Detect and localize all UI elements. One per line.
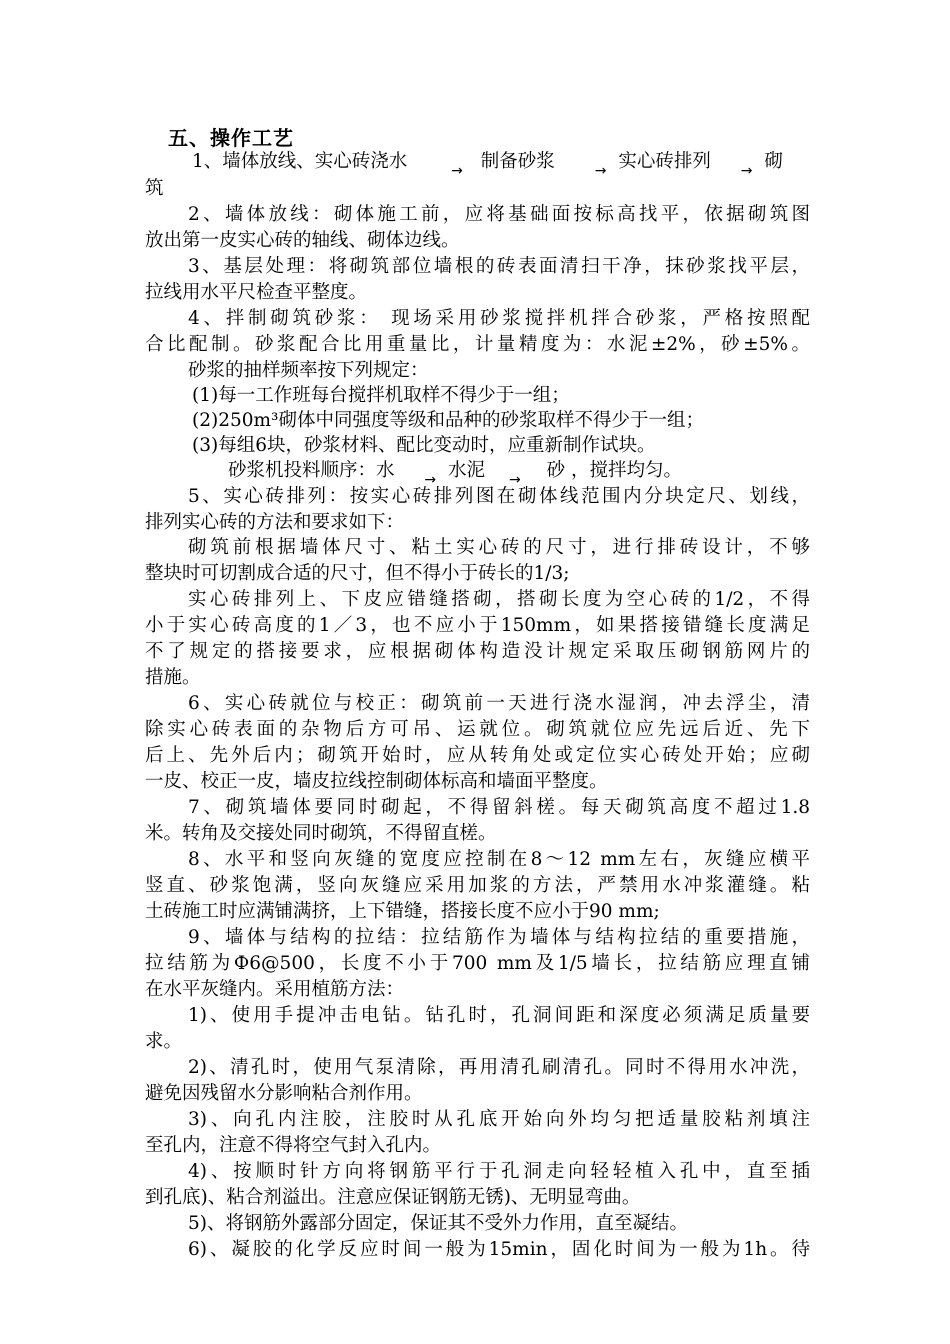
flow-step-4-cont: 筑 — [145, 178, 164, 199]
paragraph-2-line: 2、墙体放线：砌体施工前，应将基础面按标高找平，依据砌筑图 — [188, 204, 810, 225]
paragraph-5-line: 5、实心砖排列：按实心砖排列图在砌体线范围内分块定尺、划线， — [188, 486, 810, 507]
paragraph-7-line: 米。转角及交接处同时砌筑，不得留直槎。 — [145, 823, 497, 844]
arrow-icon: → — [594, 163, 607, 179]
paragraph-8-line: 竖直、砂浆饱满，竖向灰缝应采用加浆的方法，严禁用水冲浆灌缝。粘 — [145, 875, 810, 896]
paragraph-4-line: 4、拌制砌筑砂浆： 现场采用砂浆搅拌机拌合砂浆，严格按照配 — [188, 308, 810, 329]
method-3-line: 3)、向孔内注胶，注胶时从孔底开始向外均匀把适量胶粘剂填注 — [188, 1109, 810, 1130]
method-2-line: 避免因残留水分影响粘合剂作用。 — [145, 1083, 423, 1104]
method-1-line: 求。 — [145, 1031, 183, 1052]
paragraph-9-line: 9、墙体与结构的拉结：拉结筋作为墙体与结构拉结的重要措施， — [188, 927, 810, 948]
method-3-line: 至孔内，注意不得将空气封入孔内。 — [145, 1135, 442, 1156]
paragraph-6-line: 除实心砖表面的杂物后方可吊、运就位。砌筑就位应先远后近、先下 — [145, 719, 810, 740]
paragraph-9-line: 拉结筋为Ф6@500，长度不小于700 mm及1/5墙长，拉结筋应理直铺 — [145, 953, 810, 974]
paragraph-3-line: 拉线用水平尺检查平整度。 — [145, 282, 368, 303]
paragraph-5b-line: 措施。 — [145, 667, 201, 688]
sampling-item: (1)每一工作班每台搅拌机取样不得少于一组； — [192, 385, 570, 406]
paragraph-5a-line: 砌筑前根据墙体尺寸、粘土实心砖的尺寸，进行排砖设计，不够 — [188, 537, 810, 558]
method-6-line: 6)、凝胶的化学反应时间一般为15min，固化时间为一般为1h。待 — [188, 1239, 810, 1260]
sampling-item: (2)250m³砌体中同强度等级和品种的砂浆取样不得少于一组； — [192, 410, 704, 431]
flow-step-3: 实心砖排列 — [618, 151, 711, 172]
paragraph-5a-line: 整块时可切割成合适的尺寸，但不得小于砖长的1/3; — [145, 563, 570, 584]
method-2-line: 2)、清孔时，使用气泵清除，再用清孔刷清孔。同时不得用水冲洗， — [188, 1057, 810, 1078]
section-title: 五、操作工艺 — [168, 126, 294, 150]
feed-order — [228, 459, 893, 488]
paragraph-8-line: 8、水平和竖向灰缝的宽度应控制在8～12 mm左右，灰缝应横平 — [188, 849, 810, 870]
flow-step-4: 砌 — [764, 151, 783, 172]
method-4-line: 4)、按顺时针方向将钢筋平行于孔洞走向轻轻植入孔中，直至插 — [188, 1161, 810, 1182]
feed-order-sand: 砂 — [546, 460, 566, 481]
feed-order-end: ，搅拌均匀。 — [570, 460, 682, 481]
sampling-intro: 砂浆的抽样频率按下列规定： — [188, 360, 429, 381]
process-flow — [192, 150, 810, 179]
paragraph-6-line: 后上、先外后内；砌筑开始时，应从转角处或定位实心砖处开始；应砌 — [145, 745, 810, 766]
flow-step-2: 制备砂浆 — [480, 151, 555, 172]
paragraph-5b-line: 小于实心砖高度的1／3，也不应小于150mm，如果搭接错缝长度满足 — [145, 615, 810, 636]
paragraph-9-line: 在水平灰缝内。采用植筋方法： — [145, 979, 405, 1000]
feed-order-cement: 水泥 — [448, 460, 486, 481]
sampling-item: (3)每组6块，砂浆材料、配比变动时，应重新制作试块。 — [192, 435, 656, 456]
paragraph-5b-line: 不了规定的搭接要求，应根据砌体构造没计规定采取压砌钢筋网片的 — [145, 641, 810, 662]
paragraph-2-line: 放出第一皮实心砖的轴线、砌体边线。 — [145, 230, 460, 251]
method-4-line: 到孔底)、粘合剂溢出。注意应保证钢筋无锈)、无明显弯曲。 — [145, 1187, 641, 1208]
feed-order-label: 砂浆机投料顺序：水 — [228, 460, 395, 481]
arrow-icon: → — [451, 163, 463, 179]
method-5-line: 5)、将钢筋外露部分固定，保证其不受外力作用，直至凝结。 — [188, 1213, 688, 1234]
paragraph-5b-line: 实心砖排列上、下皮应错缝搭砌，搭砌长度为空心砖的1/2，不得 — [188, 589, 810, 610]
paragraph-4-line: 合比配制。砂浆配合比用重量比，计量精度为：水泥±2%，砂±5%。 — [145, 334, 810, 355]
paragraph-5-line: 排列实心砖的方法和要求如下： — [145, 512, 405, 533]
arrow-icon: → — [424, 472, 437, 488]
arrow-icon: → — [740, 163, 753, 179]
paragraph-7-line: 7、砌筑墙体要同时砌起，不得留斜槎。每天砌筑高度不超过1.8 — [188, 797, 810, 818]
paragraph-3-line: 3、基层处理：将砌筑部位墙根的砖表面清扫干净，抹砂浆找平层， — [188, 256, 810, 277]
method-1-line: 1)、使用手提冲击电钻。钻孔时，孔洞间距和深度必须满足质量要 — [188, 1005, 810, 1026]
paragraph-8-line: 土砖施工时应满铺满挤，上下错缝，搭接长度不应小于90 mm; — [145, 901, 660, 922]
arrow-icon: → — [508, 472, 521, 488]
paragraph-6-line: 6、实心砖就位与校正：砌筑前一天进行浇水湿润，冲去浮尘，清 — [188, 693, 810, 714]
flow-step-1: 1、墙体放线、实心砖浇水 — [192, 151, 408, 172]
paragraph-6-line: 一皮、校正一皮，墙皮拉线控制砌体标高和墙面平整度。 — [145, 771, 608, 792]
